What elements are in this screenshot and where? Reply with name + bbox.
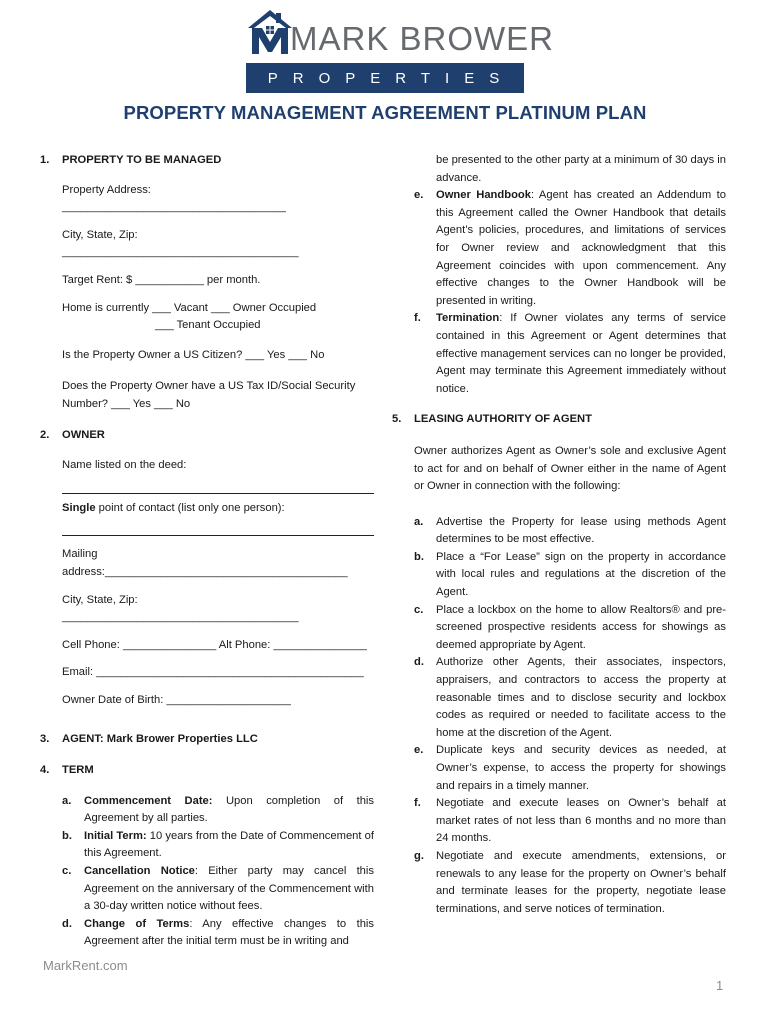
footer-website: MarkRent.com (43, 958, 128, 973)
section-3-heading: 3. AGENT: Mark Brower Properties LLC (40, 733, 258, 746)
company-logo (246, 8, 555, 87)
leasing-item-a: a. Advertise the Property for lease using methods Agent determines to be most effective. (414, 515, 726, 546)
section-5-heading: 5. LEASING AUTHORITY OF AGENT (392, 413, 592, 426)
house-logo-icon (246, 8, 294, 58)
right-column (392, 152, 726, 918)
target-rent-field[interactable]: Target Rent: $ ___________ per month. (62, 273, 261, 286)
page-number: 1 (716, 978, 724, 993)
dob-field[interactable]: Owner Date of Birth: ____________________ (62, 693, 291, 706)
mailing-address-field[interactable]: Mailing address:_______________________________________ (62, 548, 348, 578)
leasing-item-g: g. Negotiate and execute amendments, extensions, or renewals to any lease for the property on Owner’s behalf and terminate leases for the property, negotiate lease terminations, and serve notices of termination. (414, 849, 726, 915)
tenant-occupied-field[interactable]: ___ Tenant Occupied (155, 319, 261, 332)
term-item-d: d. Change of Terms: Any effective changes to this Agreement after the initial term must be in writing and (62, 917, 374, 948)
term-item-a: a. Commencement Date: Upon completion of this Agreement by all parties. (62, 794, 374, 825)
left-column (40, 152, 374, 951)
leasing-item-c: c. Place a lockbox on the home to allow Realtors® and pre-screened prospective residents access for showings as deemed appropriate by Agent. (414, 603, 726, 651)
contact-label: Single point of contact (list only one person): (62, 501, 285, 514)
section-2-heading: 2. OWNER (40, 428, 105, 441)
document-title: PROPERTY MANAGEMENT AGREEMENT PLATINUM PLAN (123, 102, 647, 123)
tax-id-question: Does the Property Owner have a US Tax ID/Social Security (62, 380, 356, 393)
leasing-intro: Owner authorizes Agent as Owner’s sole and exclusive Agent to act for and on behalf of Owner either in the name of Agent or Owner in connection with the following: (414, 444, 726, 493)
leasing-item-b: b. Place a “For Lease” sign on the property in accordance with local rules and regulations at the discretion of the Agent. (414, 550, 726, 599)
leasing-item-e: e. Duplicate keys and security devices as needed, at Owner’s expense, to access the property for showings and repairs in a timely manner. (414, 744, 726, 792)
property-address-field[interactable]: Property Address: ____________________________________ (62, 183, 286, 214)
deed-name-label: Name listed on the deed: (62, 459, 187, 472)
contact-field[interactable] (62, 521, 374, 536)
section-4-heading: 4. TERM (40, 764, 94, 777)
term-item-e: e. Owner Handbook: Agent has created an Addendum to this Agreement called the Owner Handbook that details Agent’s policies, procedures, and limitations of services for Owner review and acknowledgment that this Agreement coincides with upon commencement. Any effective changes to the Owner Handbook will be presented in writing. (414, 189, 726, 307)
deed-name-field[interactable] (62, 479, 374, 494)
city-state-zip-field[interactable]: City, State, Zip: ______________________________________ (62, 228, 299, 259)
term-item-f: f. Termination: If Owner violates any terms of service contained in this Agreement or Agent determines that effective management services can no longer be provided, Agent may terminate this Agreement immediately without notice. (414, 312, 726, 395)
leasing-item-d: d. Authorize other Agents, their associates, inspectors, appraisers, and contractors to access the property at reasonable times and to disclose security and lockbox codes as required or needed to facilitate access to the home at the discretion of the Agent. (414, 656, 726, 739)
tax-id-field[interactable]: Number? ___ Yes ___ No (62, 397, 191, 410)
section-1-heading: 1. PROPERTY TO BE MANAGED (40, 154, 222, 166)
email-field[interactable]: Email: ___________________________________________ (62, 666, 364, 679)
term-item-c: c. Cancellation Notice: Either party may cancel this Agreement on the anniversary of the Commencement with a 30-day written notice without fees. (62, 865, 374, 913)
leasing-item-f: f. Negotiate and execute leases on Owner’s behalf at market rates of not less than 6 months and no more than 24 months. (414, 797, 726, 845)
owner-city-field[interactable]: City, State, Zip: ______________________________________ (62, 593, 299, 624)
term-item-d-continued: be presented to the other party at a minimum of 30 days in advance. (436, 154, 726, 184)
occupancy-field[interactable]: Home is currently ___ Vacant ___ Owner Occupied (62, 301, 317, 314)
logo-wordmark: MARK BROWER (290, 20, 555, 57)
logo-subtitle: PROPERTIES (246, 63, 524, 93)
term-item-b: b. Initial Term: 10 years from the Date of Commencement of this Agreement. (62, 829, 374, 860)
us-citizen-field[interactable]: Is the Property Owner a US Citizen? ___ Yes ___ No (62, 348, 325, 361)
phone-field[interactable]: Cell Phone: _______________ Alt Phone: _______________ (62, 638, 367, 651)
